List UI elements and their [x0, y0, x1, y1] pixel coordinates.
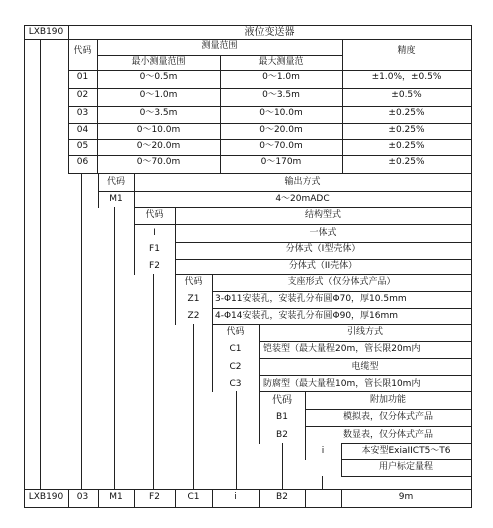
additional-row-desc: 用户标定量程	[378, 462, 433, 472]
additional-row-desc: 数显表，仅分体式产品	[342, 430, 433, 440]
output-row-desc: 4～20mADC	[275, 194, 330, 204]
output-title: 输出方式	[284, 177, 321, 187]
structure-row-code: F2	[149, 261, 160, 271]
range-row-max: 0～170m	[260, 157, 302, 167]
grid-line	[175, 274, 472, 275]
grid-line	[259, 358, 472, 359]
range-row-min: 0～20.0m	[136, 141, 181, 151]
grid-line	[193, 324, 194, 490]
cable-row-code: C3	[229, 379, 242, 389]
grid-line	[341, 476, 472, 477]
grid-line	[24, 25, 25, 508]
example-structure: F2	[149, 492, 160, 502]
cable-row-desc: 铠装型（最大量程20m，管长限20m内	[263, 344, 421, 354]
grid-line	[81, 173, 82, 490]
mounting-row-code: Z2	[187, 311, 200, 321]
grid-line	[259, 375, 472, 376]
cable-row-code: C1	[229, 344, 242, 354]
accuracy-header: 精度	[397, 46, 416, 56]
structure-row-desc: 分体式（I型壳体）	[285, 244, 361, 254]
grid-line	[153, 274, 154, 490]
grid-line	[40, 39, 41, 490]
mounting-title: 支座形式（仅分体式产品）	[287, 277, 396, 287]
cable-row-code: C2	[229, 362, 242, 372]
mounting-code-header: 代码	[184, 277, 203, 287]
model-label: LXB190	[28, 27, 64, 37]
grid-line	[236, 391, 237, 490]
cable-row-desc: 电缆型	[351, 362, 379, 372]
grid-line	[134, 207, 472, 208]
grid-line	[212, 291, 472, 292]
range-row-accuracy: ±0.25%	[388, 108, 425, 118]
range-row-accuracy: ±0.25%	[388, 157, 425, 167]
grid-line	[212, 308, 472, 309]
grid-line	[134, 224, 472, 225]
grid-line	[341, 459, 472, 460]
structure-row-desc: 一体式	[309, 228, 337, 238]
range-row-accuracy: ±0.5%	[391, 90, 422, 100]
structure-title: 结构型式	[304, 210, 341, 220]
output-row-code: M1	[109, 194, 123, 204]
example-model: LXB190	[28, 492, 64, 502]
range-header: 测量范围	[201, 41, 238, 51]
structure-code-header: 代码	[145, 210, 164, 220]
example-output: M1	[109, 492, 123, 502]
additional-row-desc: 模拟表，仅分体式产品	[342, 412, 433, 422]
range-row-max: 0～20.0m	[259, 125, 303, 135]
grid-line	[212, 324, 472, 325]
example-cable: C1	[187, 492, 200, 502]
grid-line	[24, 507, 472, 508]
range-row-max: 0～10.0m	[259, 108, 303, 118]
range-row-accuracy: ±1.0%，±0.5%	[371, 72, 442, 82]
additional-code-header: 代码	[272, 395, 292, 406]
example-user-range: 9m	[398, 492, 414, 502]
range-row-min: 0～70.0m	[136, 157, 181, 167]
range-row-code: 02	[76, 90, 89, 100]
grid-line	[259, 341, 472, 342]
mounting-row-desc: 4-Φ14安装孔，安装孔分布圆Φ90，厚16mm	[215, 311, 399, 321]
range-row-code: 05	[76, 141, 89, 151]
range-row-min: 0～0.5m	[139, 72, 178, 82]
product-title: 液位变送器	[244, 27, 295, 38]
range-row-min: 0～3.5m	[139, 108, 178, 118]
range-row-code: 03	[76, 108, 89, 118]
mounting-row-desc: 3-Φ11安装孔，安装孔分布圆Φ70，厚10.5mm	[215, 294, 407, 304]
additional-row-code: B1	[276, 412, 288, 422]
grid-line	[305, 489, 306, 508]
range-row-accuracy: ±0.25%	[388, 125, 425, 135]
additional-row-code: B2	[276, 430, 288, 440]
range-max-header: 最大测量范	[258, 57, 304, 67]
additional-title: 附加功能	[369, 395, 406, 405]
range-row-min: 0～1.0m	[139, 90, 178, 100]
range-code-header: 代码	[73, 46, 92, 56]
grid-line	[305, 409, 472, 410]
grid-line	[68, 173, 472, 174]
cable-title: 引线方式	[346, 327, 383, 337]
range-row-max: 0～3.5m	[262, 90, 300, 100]
structure-row-desc: 分体式（II壳体）	[288, 261, 358, 271]
grid-line	[305, 426, 472, 427]
example-safety: i	[234, 492, 237, 502]
range-row-max: 0～1.0m	[262, 72, 300, 82]
range-min-header: 最小测量范围	[131, 57, 186, 67]
additional-row-desc: 本安型ExiaIICT5～T6	[361, 446, 451, 456]
cable-row-desc: 防腐型（最大量程10m，管长限10m内	[263, 379, 421, 389]
example-range: 03	[76, 492, 89, 502]
structure-row-code: F1	[149, 244, 160, 254]
range-row-code: 01	[76, 72, 89, 82]
grid-line	[98, 191, 472, 192]
grid-line	[259, 391, 472, 392]
output-code-header: 代码	[106, 177, 125, 187]
range-row-min: 0～10.0m	[136, 125, 181, 135]
grid-line	[471, 25, 472, 508]
grid-line	[341, 443, 472, 444]
structure-row-code: I	[153, 228, 156, 238]
grid-line	[322, 476, 323, 490]
grid-line	[114, 207, 115, 490]
grid-line	[24, 489, 472, 490]
range-row-max: 0～70.0m	[259, 141, 303, 151]
mounting-row-code: Z1	[187, 294, 200, 304]
range-row-code: 04	[76, 125, 89, 135]
range-row-code: 06	[76, 157, 89, 167]
example-display: B2	[276, 492, 288, 502]
cable-code-header: 代码	[226, 327, 245, 337]
range-row-accuracy: ±0.25%	[388, 141, 425, 151]
additional-row-code: i	[321, 446, 325, 456]
grid-line	[282, 443, 283, 490]
